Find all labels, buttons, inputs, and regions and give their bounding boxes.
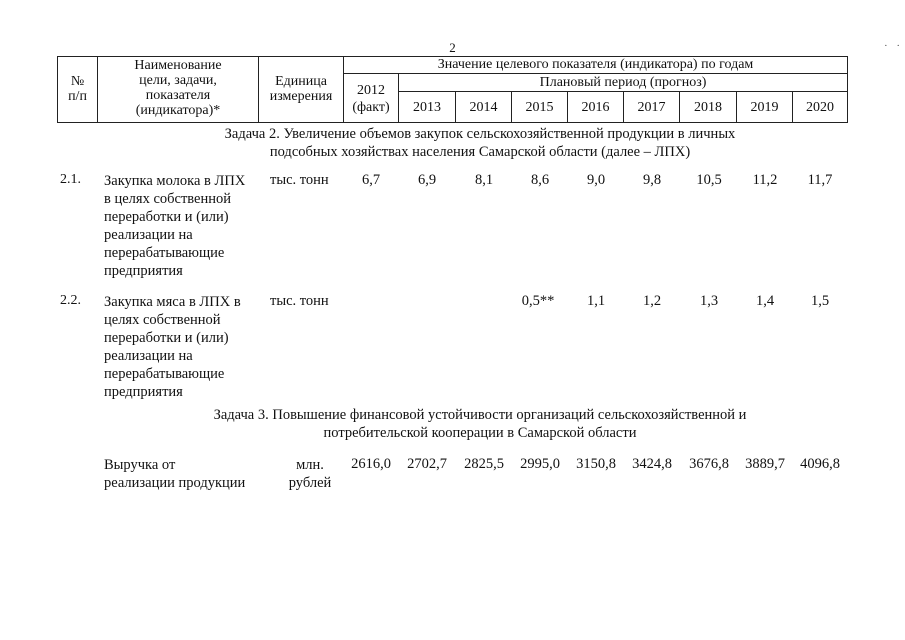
- header-year: 2016: [581, 100, 610, 115]
- header-year: 2013: [413, 100, 441, 115]
- header-col-number: № п/п: [68, 74, 87, 104]
- header-year: 2020: [806, 100, 834, 115]
- value-cell: 4096,8: [800, 456, 840, 472]
- unit: тыс. тонн: [270, 172, 329, 188]
- task2-title: Задача 2. Увеличение объемов закупок сельскохозяйственной продукции в личных подсобных хозяйствах населения Самарской области (далее – ЛПХ): [224, 126, 736, 160]
- header-year: 2019: [750, 100, 779, 115]
- task3-title: Задача 3. Повышение финансовой устойчивости организаций сельскохозяйственной и потребительской кооперации в Самарской области: [213, 407, 747, 441]
- value-cell: 3676,8: [689, 456, 729, 472]
- value-cell: 1,5: [810, 293, 830, 309]
- value-cell: 0,5**: [521, 293, 555, 309]
- value-cell: 1,1: [586, 293, 606, 309]
- value-cell: 2702,7: [407, 456, 447, 472]
- value-cell: 3150,8: [576, 456, 616, 472]
- value-cell: 10,5: [696, 172, 722, 188]
- value-cell: 1,2: [642, 293, 662, 309]
- header-col-unit: Единица измерения: [269, 74, 333, 104]
- row-number: 2.1.: [60, 172, 81, 187]
- value-cell: 11,7: [807, 172, 833, 188]
- value-cell: 2616,0: [351, 456, 391, 472]
- unit: тыс. тонн: [270, 293, 329, 309]
- row-number: 2.2.: [60, 293, 81, 308]
- header-year: 2015: [525, 100, 554, 115]
- indicator-name: Выручка от реализации продукции: [104, 457, 246, 491]
- indicator-name: Закупка молока в ЛПХ в целях собственной переработки и (или) реализации на перерабатывающие предприятия: [104, 173, 246, 279]
- header-plan-title: Плановый период (прогноз): [539, 75, 707, 90]
- page-number: 2: [449, 40, 456, 55]
- header-values-title: Значение целевого показателя (индикатора) по годам: [437, 57, 754, 72]
- value-cell: 3424,8: [632, 456, 672, 472]
- value-cell: 9,0: [586, 172, 606, 188]
- value-cell: 9,8: [642, 172, 662, 188]
- value-cell: 8,6: [530, 172, 550, 188]
- value-cell: 1,3: [699, 293, 719, 309]
- value-cell: 3889,7: [745, 456, 785, 472]
- value-cell: 2825,5: [464, 456, 504, 472]
- unit: млн. рублей: [288, 457, 332, 491]
- header-col-name: Наименование цели, задачи, показателя (индикатора)*: [134, 58, 222, 118]
- value-cell: 11,2: [752, 172, 778, 188]
- value-cell: 6,7: [361, 172, 381, 188]
- header-year: 2014: [469, 100, 498, 115]
- value-cell: 1,4: [755, 293, 775, 309]
- indicator-name: Закупка мяса в ЛПХ в целях собственной переработки и (или) реализации на перерабатывающие предприятия: [104, 294, 241, 400]
- header-col-fact: 2012 (факт): [352, 83, 390, 115]
- value-cell: 8,1: [474, 172, 494, 188]
- value-cell: 2995,0: [520, 456, 560, 472]
- value-cell: 6,9: [417, 172, 437, 188]
- header-year: 2017: [637, 100, 666, 115]
- header-year: 2018: [694, 100, 722, 115]
- corner-marks: · ·: [884, 40, 904, 52]
